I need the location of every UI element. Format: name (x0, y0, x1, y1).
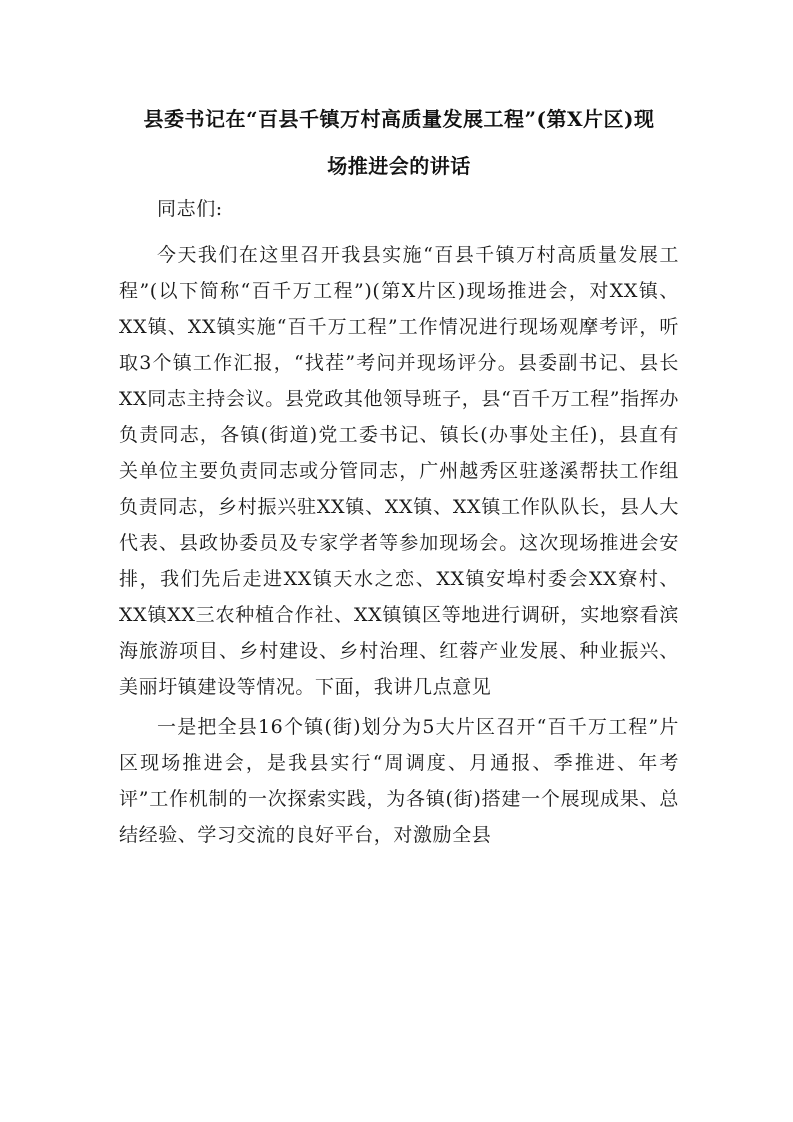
paragraph-2: 一是把全县16个镇(街)划分为5大片区召开“百千万工程”片区现场推进会，是我县实行“周调度、月通报、季推进、年考评”工作机制的一次探索实践，为各镇(街)搭建一个展现成果、总结经验、学习交流的良好平台，对激励全县 (119, 716, 679, 846)
document-title (119, 96, 679, 190)
document-body (119, 96, 679, 857)
paragraph-1: 今天我们在这里召开我县实施“百县千镇万村高质量发展工程”(以下简称“百千万工程”)(第X片区)现场推进会，对XX镇、XX镇、XX镇实施“百千万工程”工作情况进行现场观摩考评，听取3个镇工作汇报，“找茬”考问并现场评分。县委副书记、县长XX同志主持会议。县党政其他领导班子，县“百千万工程”指挥办负责同志，各镇(街道)党工委书记、镇长(办事处主任)，县直有关单位主要负责同志或分管同志，广州越秀区驻遂溪帮扶工作组负责同志，乡村振兴驻XX镇、XX镇、XX镇工作队队长，县人大代表、县政协委员及专家学者等参加现场会。这次现场推进会安排，我们先后走进XX镇天水之恋、XX镇安埠村委会XX寮村、XX镇XX三农种植合作社、XX镇镇区等地进行调研，实地察看滨海旅游项目、乡村建设、乡村治理、红蓉产业发展、种业振兴、美丽圩镇建设等情况。下面，我讲几点意见 (119, 244, 679, 698)
title-line-2: 场推进会的讲话 (327, 154, 471, 178)
salutation: 同志们: (157, 198, 223, 220)
title-line-1: 县委书记在“百县千镇万村高质量发展工程”(第X片区)现 (143, 107, 655, 131)
